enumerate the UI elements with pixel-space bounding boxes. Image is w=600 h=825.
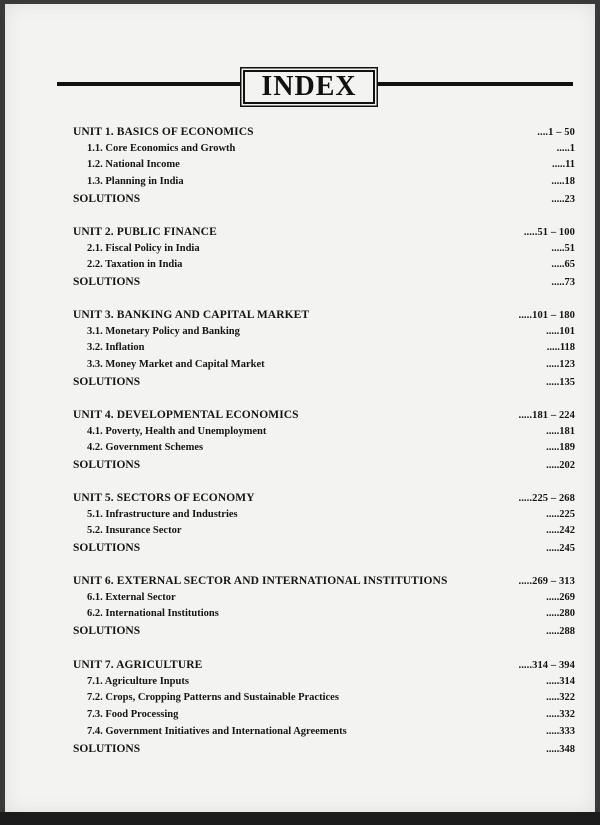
solutions-entry-label: SOLUTIONS: [73, 192, 141, 205]
unit-heading-page: .....314 – 394: [518, 660, 575, 671]
solutions-entry[interactable]: [73, 374, 575, 390]
unit-heading-label: UNIT 4. DEVELOPMENTAL ECONOMICS: [73, 409, 299, 421]
chapter-entry[interactable]: [87, 440, 575, 456]
chapter-entry-page: .....18: [551, 176, 575, 188]
unit-heading[interactable]: [73, 307, 575, 323]
chapter-entry[interactable]: [87, 141, 575, 157]
chapter-entry-page: .....65: [551, 259, 575, 271]
chapter-entry[interactable]: [87, 674, 575, 690]
solutions-entry-label: SOLUTIONS: [73, 459, 141, 472]
chapter-entry-label: 3.1. Monetary Policy and Banking: [87, 325, 240, 337]
unit-heading-page: ....1 – 50: [537, 127, 575, 138]
chapter-entry-page: .....118: [546, 342, 575, 354]
solutions-entry[interactable]: [73, 274, 575, 290]
chapter-entry-label: 4.2. Government Schemes: [87, 442, 204, 454]
solutions-entry-page: .....23: [551, 193, 575, 205]
chapter-entry[interactable]: [87, 724, 575, 740]
solutions-entry-label: SOLUTIONS: [73, 375, 141, 388]
unit-heading[interactable]: [73, 490, 575, 506]
unit-heading[interactable]: [73, 224, 575, 240]
solutions-entry[interactable]: [73, 191, 575, 207]
chapter-entry-label: 6.1. External Sector: [87, 591, 176, 603]
chapter-entry-page: .....225: [546, 508, 575, 520]
chapter-entry-page: .....11: [551, 159, 575, 171]
solutions-entry-label: SOLUTIONS: [73, 625, 141, 638]
page-title: INDEX: [261, 71, 357, 102]
chapter-entry[interactable]: [87, 357, 575, 373]
chapter-entry-label: 2.2. Taxation in India: [87, 259, 183, 271]
chapter-entry-label: 1.2. National Income: [87, 159, 180, 171]
solutions-entry-page: .....73: [551, 277, 575, 289]
chapter-entry-page: .....332: [546, 709, 575, 721]
chapter-entry[interactable]: [87, 174, 575, 190]
chapter-entry[interactable]: [87, 340, 575, 356]
chapter-entry[interactable]: [87, 507, 575, 523]
unit-heading-page: .....269 – 313: [518, 576, 575, 587]
chapter-entry-label: 5.2. Insurance Sector: [87, 525, 182, 537]
unit-heading-label: UNIT 2. PUBLIC FINANCE: [73, 226, 217, 238]
chapter-entry-label: 3.3. Money Market and Capital Market: [87, 359, 265, 371]
unit-heading-label: UNIT 5. SECTORS OF ECONOMY: [73, 492, 255, 504]
chapter-entry-label: 1.3. Planning in India: [87, 176, 184, 188]
chapter-entry-label: 3.2. Inflation: [87, 342, 145, 354]
unit-heading-page: .....181 – 224: [518, 410, 575, 421]
index-page: [5, 4, 595, 812]
chapter-entry[interactable]: [87, 424, 575, 440]
title-rule-left: [57, 82, 243, 86]
unit-heading-label: UNIT 3. BANKING AND CAPITAL MARKET: [73, 309, 310, 321]
solutions-entry[interactable]: [73, 540, 575, 556]
chapter-entry[interactable]: [87, 241, 575, 257]
unit-heading[interactable]: [73, 407, 575, 423]
solutions-entry-page: .....245: [546, 543, 575, 555]
unit-heading-page: .....101 – 180: [518, 310, 575, 321]
chapter-entry-label: 7.4. Government Initiatives and International Agreements: [87, 725, 347, 737]
chapter-entry-page: .....123: [546, 359, 575, 371]
solutions-entry[interactable]: [73, 741, 575, 757]
chapter-entry-label: 7.2. Crops, Cropping Patterns and Sustainable Practices: [87, 692, 339, 704]
solutions-entry-label: SOLUTIONS: [73, 742, 141, 755]
chapter-entry-label: 2.1. Fiscal Policy in India: [87, 242, 200, 254]
chapter-entry[interactable]: [87, 606, 575, 622]
solutions-entry-page: .....348: [546, 743, 575, 755]
chapter-entry-page: .....51: [551, 242, 575, 254]
chapter-entry[interactable]: [87, 523, 575, 539]
chapter-entry-page: .....280: [546, 608, 575, 620]
scan-bottom-edge: [0, 812, 600, 825]
chapter-entry[interactable]: [87, 257, 575, 273]
unit-heading-page: .....225 – 268: [518, 493, 575, 504]
unit-heading[interactable]: [73, 573, 575, 589]
chapter-entry-label: 1.1. Core Economics and Growth: [87, 142, 236, 154]
solutions-entry-page: .....202: [546, 460, 575, 472]
chapter-entry-page: .....269: [546, 591, 575, 603]
unit-heading-label: UNIT 7. AGRICULTURE: [73, 659, 203, 671]
chapter-entry-label: 4.1. Poverty, Health and Unemployment: [87, 425, 267, 437]
chapter-entry-page: .....189: [546, 442, 575, 454]
chapter-entry-page: .....242: [546, 525, 575, 537]
chapter-entry[interactable]: [87, 590, 575, 606]
solutions-entry[interactable]: [73, 623, 575, 639]
chapter-entry-page: .....1: [556, 142, 575, 154]
solutions-entry-label: SOLUTIONS: [73, 542, 141, 555]
solutions-entry[interactable]: [73, 457, 575, 473]
chapter-entry-page: .....101: [546, 325, 575, 337]
title-rule-right: [375, 82, 573, 86]
unit-heading[interactable]: [73, 657, 575, 673]
chapter-entry-page: .....322: [546, 692, 575, 704]
index-title-box: [243, 70, 375, 104]
unit-heading-label: UNIT 6. EXTERNAL SECTOR AND INTERNATIONAL INSTITUTIONS: [73, 575, 448, 587]
chapter-entry[interactable]: [87, 324, 575, 340]
solutions-entry-page: .....135: [546, 376, 575, 388]
chapter-entry-page: .....181: [546, 425, 575, 437]
chapter-entry-label: 6.2. International Institutions: [87, 608, 219, 620]
chapter-entry-label: 5.1. Infrastructure and Industries: [87, 508, 238, 520]
unit-heading[interactable]: [73, 124, 575, 140]
chapter-entry-label: 7.1. Agriculture Inputs: [87, 675, 189, 687]
chapter-entry[interactable]: [87, 157, 575, 173]
unit-heading-page: .....51 – 100: [523, 227, 575, 238]
unit-heading-label: UNIT 1. BASICS OF ECONOMICS: [73, 126, 254, 138]
chapter-entry-page: .....333: [546, 725, 575, 737]
chapter-entry-page: .....314: [546, 675, 575, 687]
chapter-entry-label: 7.3. Food Processing: [87, 709, 179, 721]
chapter-entry[interactable]: [87, 690, 575, 706]
chapter-entry[interactable]: [87, 707, 575, 723]
solutions-entry-page: .....288: [546, 626, 575, 638]
solutions-entry-label: SOLUTIONS: [73, 276, 141, 289]
